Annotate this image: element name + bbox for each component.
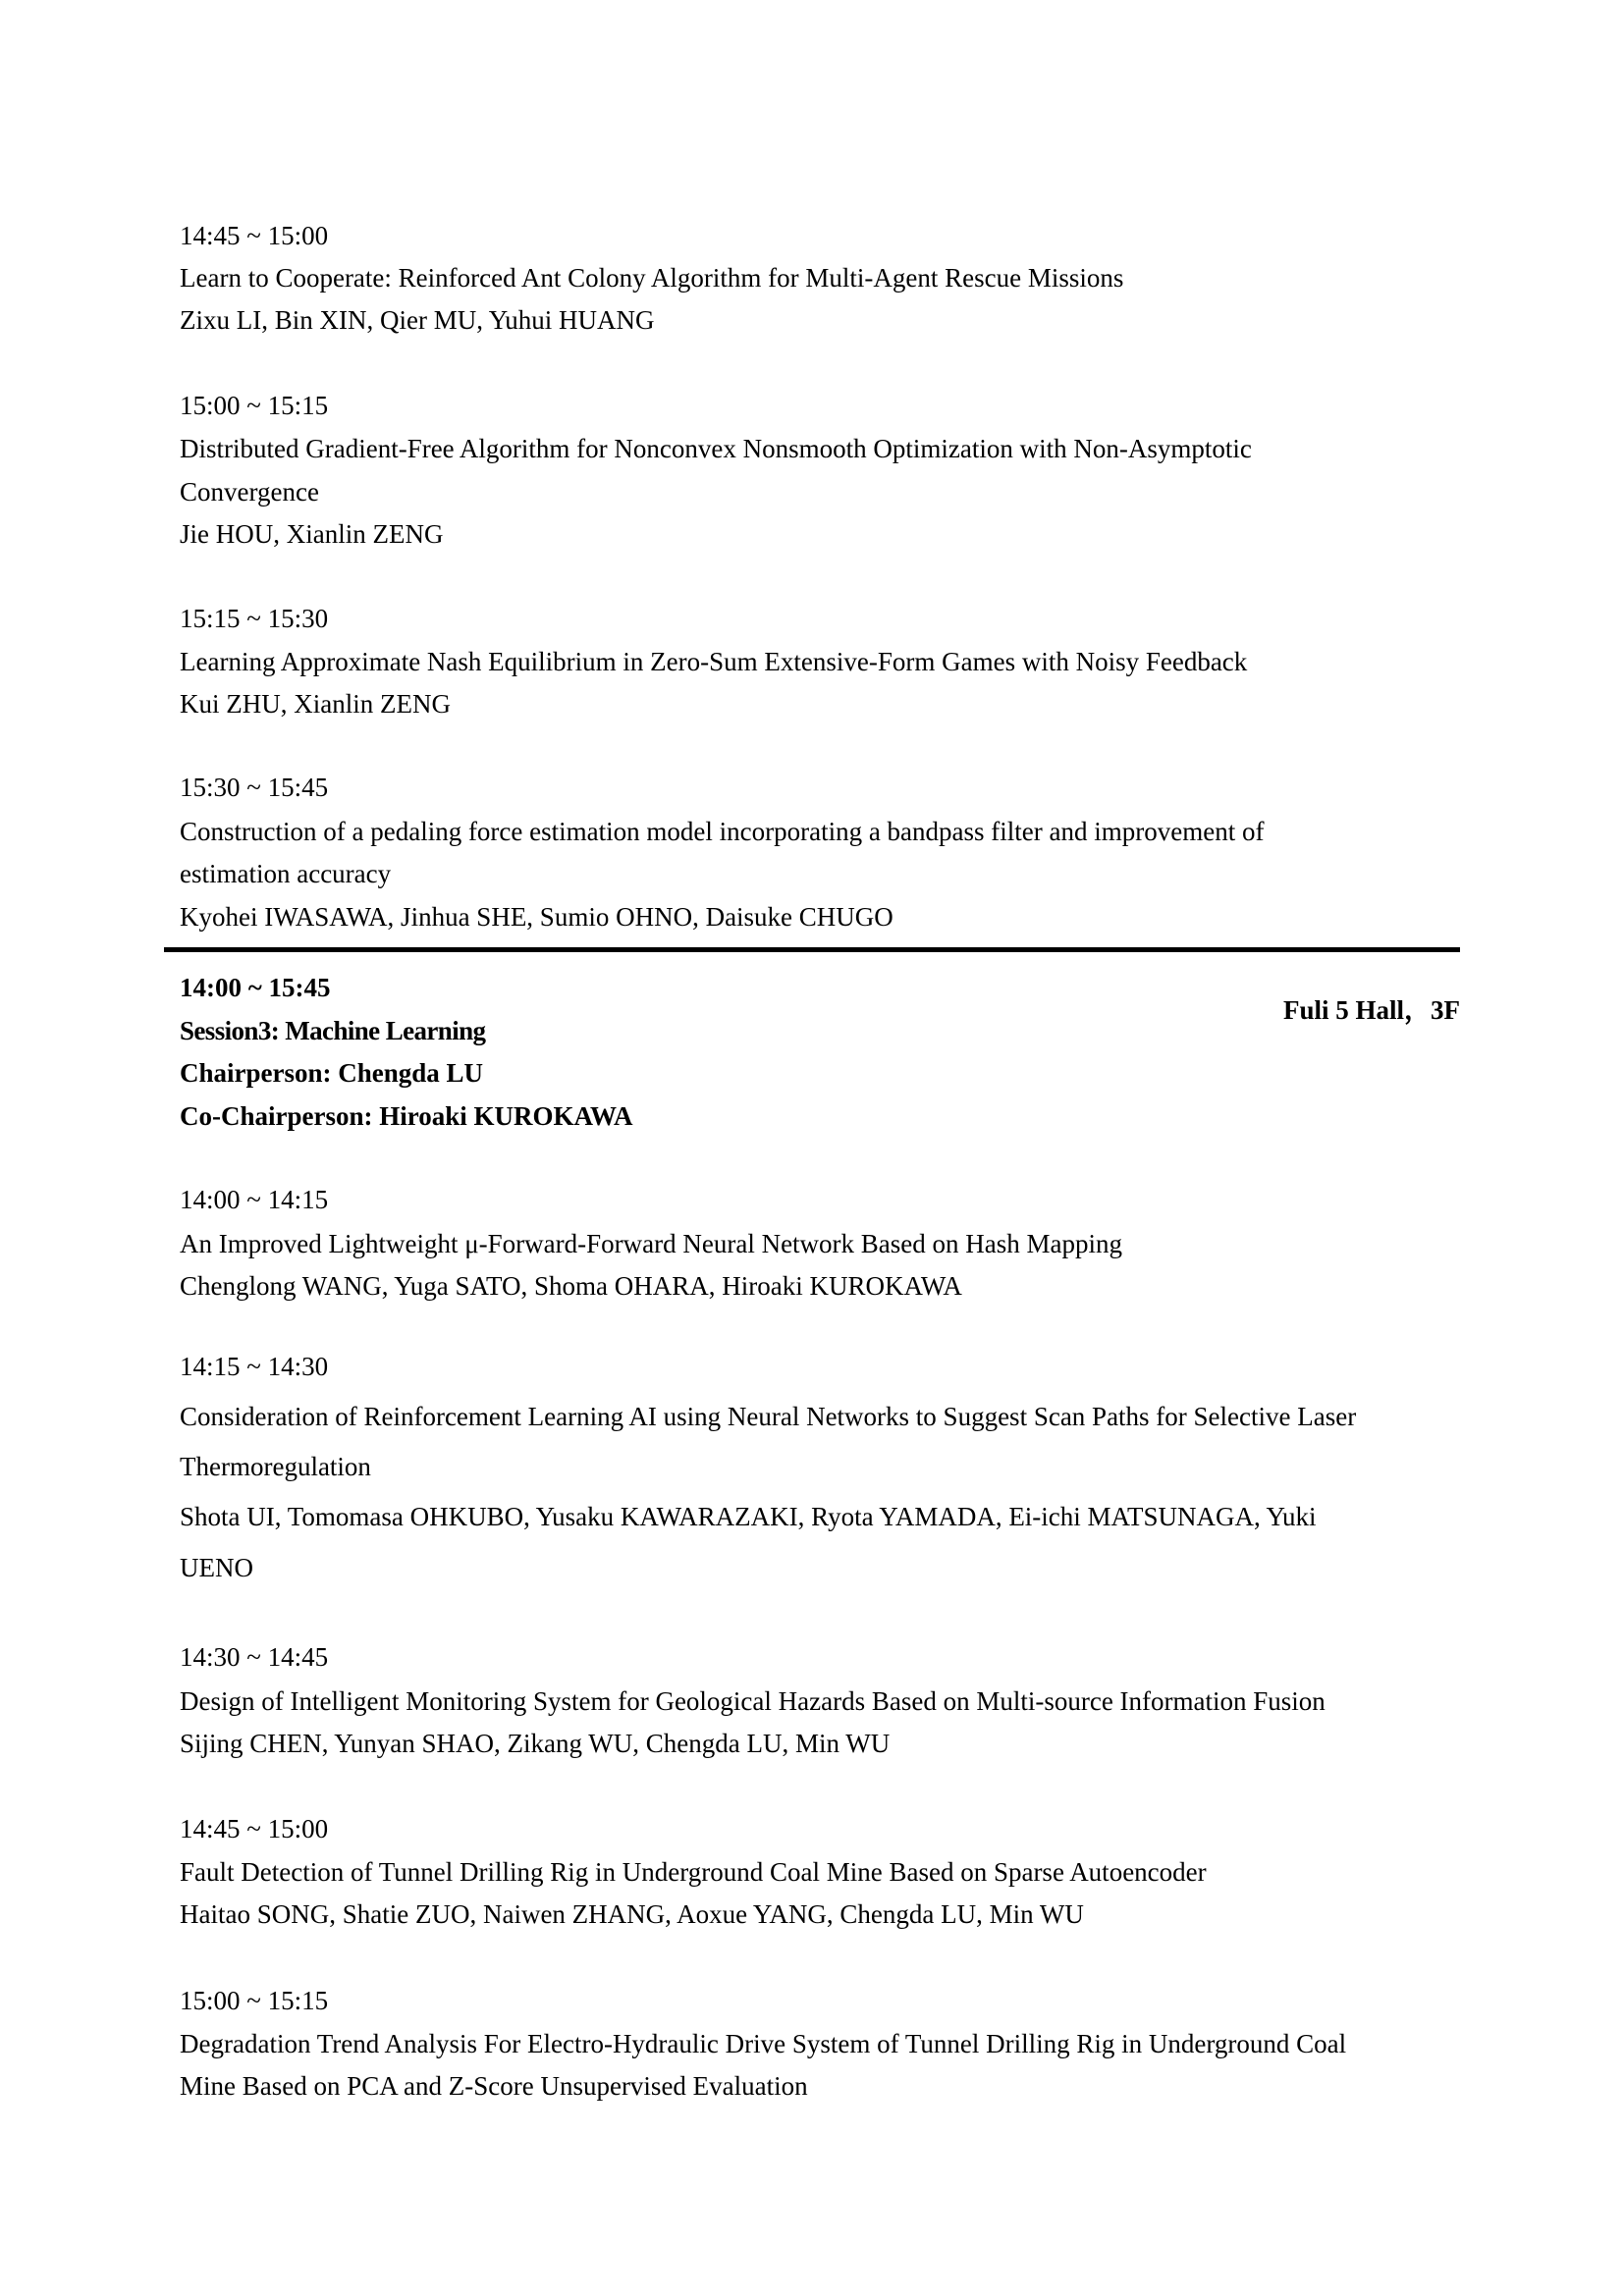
talk-authors: Sijing CHEN, Yunyan SHAO, Zikang WU, Chengda LU, Min WU: [180, 1729, 891, 1758]
talk-authors: Kui ZHU, Xianlin ZENG: [180, 689, 451, 719]
talk-authors: Zixu LI, Bin XIN, Qier MU, Yuhui HUANG: [180, 305, 655, 335]
talk-title: Design of Intelligent Monitoring System for Geological Hazards Based on Multi-source Information Fusion: [180, 1686, 1326, 1716]
session-venue: Fuli 5 Hall，3F: [1282, 995, 1460, 1025]
talk-authors: Kyohei IWASAWA, Jinhua SHE, Sumio OHNO, Daisuke CHUGO: [180, 902, 893, 932]
talk-authors: Jie HOU, Xianlin ZENG: [180, 519, 444, 549]
talk-title: Construction of a pedaling force estimation model incorporating a bandpass filter and improvement of: [180, 817, 1265, 846]
talk-time: 15:00 ~ 15:15: [180, 1986, 329, 2015]
section-divider: [164, 947, 1460, 952]
talk-title: Learning Approximate Nash Equilibrium in Zero-Sum Extensive-Form Games with Noisy Feedback: [180, 647, 1248, 676]
talk-time: 15:15 ~ 15:30: [180, 604, 329, 633]
session-co-chairperson: Co-Chairperson: Hiroaki KUROKAWA: [180, 1101, 633, 1131]
talk-authors-continued: UENO: [180, 1553, 253, 1582]
talk-title-continued: Mine Based on PCA and Z-Score Unsupervised Evaluation: [180, 2071, 808, 2101]
talk-time: 14:45 ~ 15:00: [180, 1814, 329, 1843]
talk-authors: Haitao SONG, Shatie ZUO, Naiwen ZHANG, Aoxue YANG, Chengda LU, Min WU: [180, 1899, 1084, 1929]
talk-title-continued: Convergence: [180, 477, 319, 507]
talk-title: Learn to Cooperate: Reinforced Ant Colony Algorithm for Multi-Agent Rescue Missions: [180, 263, 1124, 293]
talk-title: Consideration of Reinforcement Learning AI using Neural Networks to Suggest Scan Paths for Selective Laser: [180, 1402, 1357, 1431]
talk-time: 14:00 ~ 14:15: [180, 1185, 329, 1214]
session-name: Session3: Machine Learning: [180, 1016, 486, 1045]
talk-authors: Shota UI, Tomomasa OHKUBO, Yusaku KAWARAZAKI, Ryota YAMADA, Ei-ichi MATSUNAGA, Yuki: [180, 1502, 1317, 1531]
talk-title: Distributed Gradient-Free Algorithm for Nonconvex Nonsmooth Optimization with Non-Asymptotic: [180, 434, 1252, 463]
talk-title: An Improved Lightweight μ-Forward-Forward Neural Network Based on Hash Mapping: [180, 1229, 1123, 1258]
talk-title-continued: Thermoregulation: [180, 1452, 371, 1481]
session-time: 14:00 ~ 15:45: [180, 973, 331, 1002]
talk-title: Fault Detection of Tunnel Drilling Rig in Underground Coal Mine Based on Sparse Autoencoder: [180, 1857, 1207, 1887]
talk-title: Degradation Trend Analysis For Electro-Hydraulic Drive System of Tunnel Drilling Rig in Underground Coal: [180, 2029, 1347, 2058]
talk-title-continued: estimation accuracy: [180, 859, 392, 888]
talk-time: 14:45 ~ 15:00: [180, 221, 329, 250]
session-chairperson: Chairperson: Chengda LU: [180, 1058, 484, 1088]
talk-time: 14:30 ~ 14:45: [180, 1642, 329, 1672]
talk-time: 15:00 ~ 15:15: [180, 391, 329, 420]
talk-time: 15:30 ~ 15:45: [180, 773, 329, 802]
talk-authors: Chenglong WANG, Yuga SATO, Shoma OHARA, Hiroaki KUROKAWA: [180, 1271, 962, 1301]
talk-time: 14:15 ~ 14:30: [180, 1352, 329, 1381]
